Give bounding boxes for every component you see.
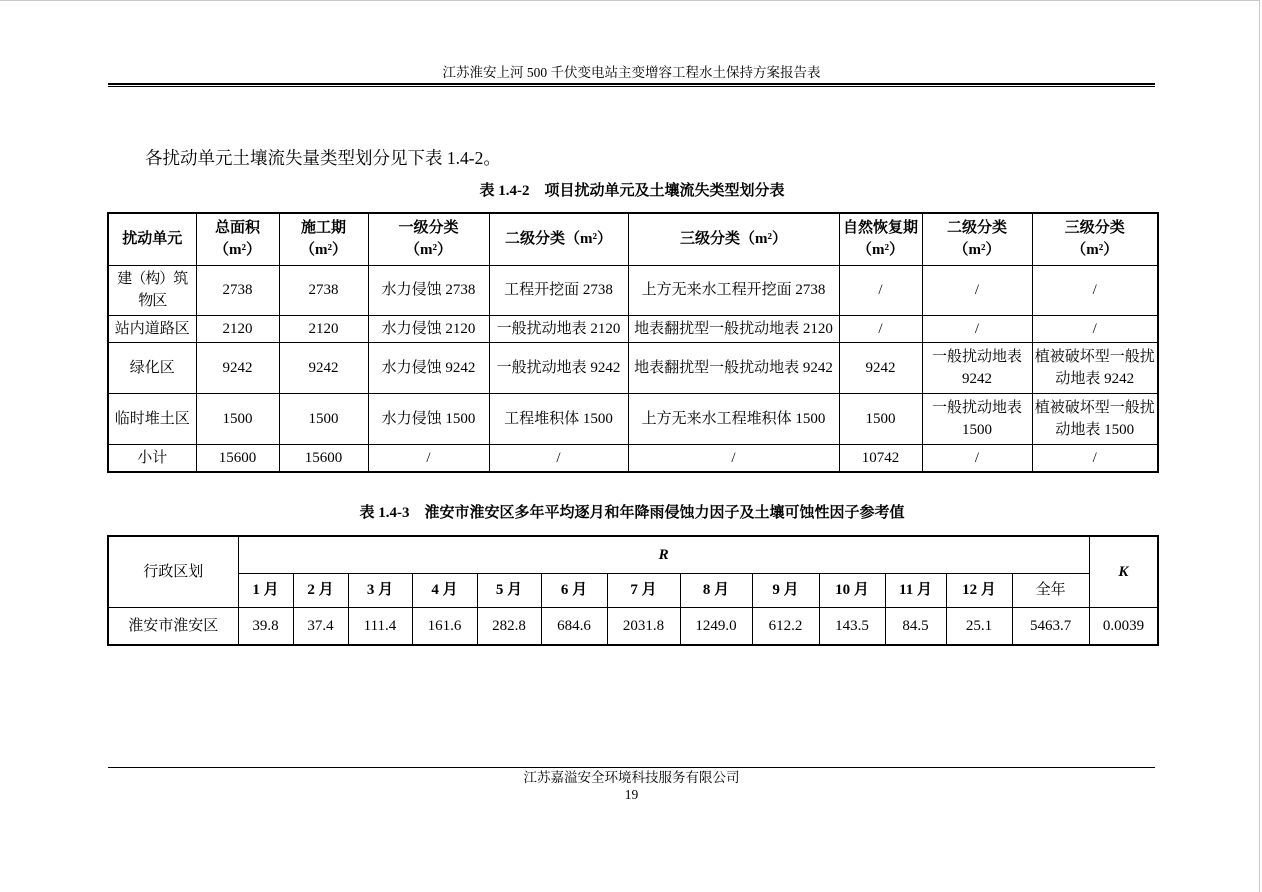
table-cell: 9242 bbox=[839, 342, 922, 393]
table-cell: 建（构）筑物区 bbox=[108, 265, 196, 315]
table-cell: / bbox=[489, 444, 628, 472]
table-cell: 淮安市淮安区 bbox=[108, 607, 238, 645]
table-cell: 2738 bbox=[196, 265, 279, 315]
footer-company: 江苏嘉溢安全环境科技服务有限公司 bbox=[523, 770, 740, 785]
table-cell: 上方无来水工程堆积体 1500 bbox=[628, 393, 839, 444]
table-cell: 5463.7 bbox=[1012, 607, 1089, 645]
t2-month-header-row bbox=[108, 573, 1158, 607]
table-cell: 水力侵蚀 2738 bbox=[368, 265, 489, 315]
table-cell: 一般扰动地表 9242 bbox=[922, 342, 1032, 393]
table-cell: 水力侵蚀 1500 bbox=[368, 393, 489, 444]
table-row bbox=[108, 393, 1158, 444]
soil-loss-classification-table bbox=[107, 212, 1159, 473]
table-cell: / bbox=[922, 315, 1032, 342]
table-cell: / bbox=[922, 265, 1032, 315]
table-row bbox=[108, 265, 1158, 315]
table-cell: 0.0039 bbox=[1089, 607, 1158, 645]
t1-header-row bbox=[108, 213, 1158, 265]
t2-month-header: 10 月 bbox=[819, 573, 885, 607]
t1-col-recovery-level2-class: 二级分类 （m²） bbox=[922, 213, 1032, 265]
table-cell: 37.4 bbox=[293, 607, 348, 645]
footer-rule bbox=[108, 767, 1155, 768]
table-cell: 143.5 bbox=[819, 607, 885, 645]
t1-col-level3-class: 三级分类（m²） bbox=[628, 213, 839, 265]
t2-month-header: 7 月 bbox=[607, 573, 680, 607]
table-cell: 10742 bbox=[839, 444, 922, 472]
table-cell: 一般扰动地表 9242 bbox=[489, 342, 628, 393]
table-cell: / bbox=[368, 444, 489, 472]
t2-month-header: 6 月 bbox=[541, 573, 607, 607]
table-cell: 25.1 bbox=[946, 607, 1012, 645]
table-cell: 水力侵蚀 9242 bbox=[368, 342, 489, 393]
table-cell: 1249.0 bbox=[680, 607, 752, 645]
t2-month-header: 5 月 bbox=[477, 573, 541, 607]
table-cell: 2738 bbox=[279, 265, 368, 315]
table-cell: 1500 bbox=[196, 393, 279, 444]
table-cell: 161.6 bbox=[412, 607, 477, 645]
t2-month-header: 8 月 bbox=[680, 573, 752, 607]
table-cell: 植被破坏型一般扰动地表 1500 bbox=[1032, 393, 1158, 444]
table-cell: 111.4 bbox=[348, 607, 412, 645]
table-cell: 站内道路区 bbox=[108, 315, 196, 342]
t1-col-level1-class: 一级分类 （m²） bbox=[368, 213, 489, 265]
rainfall-erosivity-table bbox=[107, 535, 1159, 646]
table-cell: 工程堆积体 1500 bbox=[489, 393, 628, 444]
table-cell: 一般扰动地表 1500 bbox=[922, 393, 1032, 444]
t2-month-header: 3 月 bbox=[348, 573, 412, 607]
table-cell: 2120 bbox=[196, 315, 279, 342]
table-cell: 9242 bbox=[279, 342, 368, 393]
table-cell: 9242 bbox=[196, 342, 279, 393]
table-cell: 1500 bbox=[279, 393, 368, 444]
t2-month-header: 12 月 bbox=[946, 573, 1012, 607]
table-cell: / bbox=[1032, 315, 1158, 342]
table-cell: / bbox=[839, 315, 922, 342]
table-cell: 地表翻扰型一般扰动地表 2120 bbox=[628, 315, 839, 342]
table-cell: 一般扰动地表 2120 bbox=[489, 315, 628, 342]
table-cell: 植被破坏型一般扰动地表 9242 bbox=[1032, 342, 1158, 393]
table-cell: 小计 bbox=[108, 444, 196, 472]
t1-col-disturbance-unit: 扰动单元 bbox=[108, 213, 196, 265]
table-row bbox=[108, 607, 1158, 645]
t2-col-region: 行政区划 bbox=[108, 536, 238, 607]
table-cell: 地表翻扰型一般扰动地表 9242 bbox=[628, 342, 839, 393]
table-cell: 2031.8 bbox=[607, 607, 680, 645]
running-header: 江苏淮安上河 500 千伏变电站主变增容工程水土保持方案报告表 bbox=[442, 65, 821, 80]
header-double-rule bbox=[108, 83, 1155, 87]
table-cell: 684.6 bbox=[541, 607, 607, 645]
table-cell: / bbox=[628, 444, 839, 472]
table-cell: / bbox=[1032, 444, 1158, 472]
table-cell: / bbox=[1032, 265, 1158, 315]
t1-col-construction-period: 施工期 （m²） bbox=[279, 213, 368, 265]
t2-col-k-factor: K bbox=[1089, 536, 1158, 607]
t1-col-total-area: 总面积 （m²） bbox=[196, 213, 279, 265]
t2-month-header: 11 月 bbox=[885, 573, 946, 607]
t2-month-header: 2 月 bbox=[293, 573, 348, 607]
table-cell: 临时堆土区 bbox=[108, 393, 196, 444]
table-cell: 612.2 bbox=[752, 607, 819, 645]
table-cell: 水力侵蚀 2120 bbox=[368, 315, 489, 342]
intro-paragraph: 各扰动单元土壤流失量类型划分见下表 1.4-2。 bbox=[145, 148, 501, 168]
table-cell: / bbox=[922, 444, 1032, 472]
table1-caption: 表 1.4-2 项目扰动单元及土壤流失类型划分表 bbox=[479, 183, 785, 199]
table-row bbox=[108, 315, 1158, 342]
table-cell: 1500 bbox=[839, 393, 922, 444]
table-cell: 绿化区 bbox=[108, 342, 196, 393]
table-cell: 工程开挖面 2738 bbox=[489, 265, 628, 315]
table-cell: 84.5 bbox=[885, 607, 946, 645]
t2-annual-header: 全年 bbox=[1012, 573, 1089, 607]
table-cell: 39.8 bbox=[238, 607, 293, 645]
table-cell: 282.8 bbox=[477, 607, 541, 645]
table-row bbox=[108, 342, 1158, 393]
table-cell: 上方无来水工程开挖面 2738 bbox=[628, 265, 839, 315]
t2-month-header: 4 月 bbox=[412, 573, 477, 607]
t2-header-row bbox=[108, 536, 1158, 573]
table2-caption: 表 1.4-3 淮安市淮安区多年平均逐月和年降雨侵蚀力因子及土壤可蚀性因子参考值 bbox=[359, 505, 905, 521]
t2-col-r-factor: R bbox=[238, 536, 1089, 573]
table-cell: / bbox=[839, 265, 922, 315]
t1-subtotal-row bbox=[108, 444, 1158, 472]
t1-col-natural-recovery: 自然恢复期 （m²） bbox=[839, 213, 922, 265]
table-cell: 15600 bbox=[279, 444, 368, 472]
table-cell: 15600 bbox=[196, 444, 279, 472]
t1-col-level2-class: 二级分类（m²） bbox=[489, 213, 628, 265]
table-cell: 2120 bbox=[279, 315, 368, 342]
t2-month-header: 9 月 bbox=[752, 573, 819, 607]
page-number: 19 bbox=[624, 787, 639, 802]
t1-col-recovery-level3-class: 三级分类 （m²） bbox=[1032, 213, 1158, 265]
t2-month-header: 1 月 bbox=[238, 573, 293, 607]
